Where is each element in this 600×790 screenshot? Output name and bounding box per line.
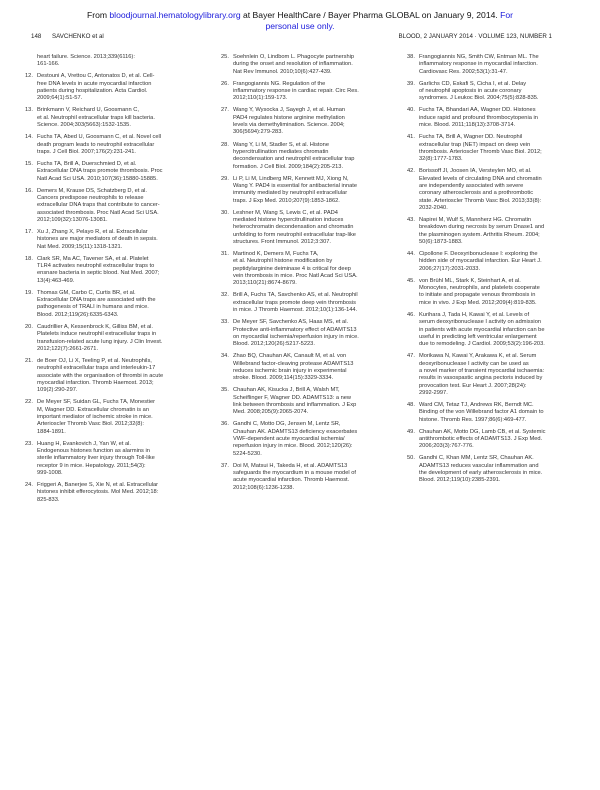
reference-item (407, 107, 567, 129)
reference-text: Martinod K, Demers M, Fuchs TA, et al. Neutrophil histone modification by peptidylarginine deiminase 4 is critical for deep vein thrombosis in mice. Proc Natl Acad Sci USA. 2013;110(21):8674-8679. (233, 251, 358, 287)
reference-number: 42. (407, 168, 415, 175)
reference-text: de Boer OJ, Li X, Teeling P, et al. Neutrophils, neutrophil extracellular traps and interleukin-17 associate with the organisation of thrombi in acute myocardial infarction. Thromb Haemost. 2013; 109(2):290-297. (37, 357, 164, 394)
reference-text: Chauhan AK, Kisucka J, Brill A, Walsh MT, Scheiflinger F, Wagner DD. ADAMTS13: a new link between thrombosis and inflammation. J Exp Med. 2008;205(9):2065-2074. (233, 387, 357, 416)
references-column-2 (221, 54, 381, 497)
reference-item (407, 429, 567, 451)
reference-item (221, 107, 381, 136)
reference-number: 33. (221, 319, 229, 326)
reference-item (407, 402, 567, 424)
reference-text: Fuchs TA, Brill A, Duerschmied D, et al. Extracellular DNA traps promote thrombosis. Proc Natl Acad Sci USA. 2010;107(36):15880-15885. (37, 160, 163, 182)
reference-number: 24. (25, 482, 33, 489)
reference-number: 39. (407, 80, 415, 87)
running-head (0, 33, 600, 45)
reference-text: Borissoff JI, Joosen IA, Versteylen MO, et al. Elevated levels of circulating DNA and chromatin are independently associated with severe coronary atherosclerosis and a prothrombotic state. Arterioscler Thromb Vasc Biol. 2013;33(8): 2032-2040. (419, 168, 542, 211)
reference-number: 29. (221, 175, 229, 182)
reference-number: 19. (25, 289, 33, 296)
reference-item (25, 256, 185, 285)
reference-number: 22. (25, 399, 33, 406)
reference-text: De Meyer SF, Suidan GL, Fuchs TA, Monestier M, Wagner DD. Extracellular chromatin is an important mediator of ischemic stroke in mice. Arterioscler Thromb Vasc Biol. 2012;32(8): 1884-1891. (37, 399, 156, 435)
reference-item (221, 463, 381, 492)
references-column-1 (25, 54, 185, 509)
page-number: 148 (31, 33, 42, 40)
reference-number: 43. (407, 216, 415, 223)
reference-item (221, 292, 381, 314)
reference-text: Leshner M, Wang S, Lewis C, et al. PAD4 mediated histone hypercitrullination induces heterochromatin decondensation and chromatin unfolding to form neutrophil extracellular trap-like structures. Front Immunol. 2012;3:307. (233, 209, 356, 245)
reference-item (407, 217, 567, 246)
reference-number: 20. (25, 323, 33, 330)
reference-number: 34. (221, 353, 229, 360)
reference-item (221, 81, 381, 103)
reference-number: 47. (407, 353, 415, 360)
reference-text: Gandhi C, Motto DG, Jensen M, Lentz SR, Chauhan AK. ADAMTS13 deficiency exacerbates VWF-dependent acute myocardial ischemia/ reperfusion injury in mice. Blood. 2012;120(26): 5224-5230. (233, 421, 358, 457)
reference-number: 16. (25, 187, 33, 194)
references-column-3 (407, 54, 567, 489)
reference-text: Fuchs TA, Bhandari AA, Wagner DD. Histones induce rapid and profound thrombocytopenia in mice. Blood. 2011;118(13):3708-3714. (419, 107, 538, 129)
running-head-journal: BLOOD, 2 JANUARY 2014 · VOLUME 123, NUMBER 1 (398, 33, 552, 40)
reference-number: 23. (25, 440, 33, 447)
personal-use-link[interactable]: For personal use only. (265, 10, 514, 31)
download-notice-prefix: From (86, 10, 110, 20)
reference-text: Gandhi C, Khan MM, Lentz SR, Chauhan AK. ADAMTS13 reduces vascular inflammation and the development of early atherosclerosis in mice. Blood. 2012;119(10):2385-2391. (419, 455, 543, 484)
reference-item (221, 142, 381, 171)
reference-item (221, 353, 381, 382)
reference-number: 28. (221, 141, 229, 148)
reference-number: 40. (407, 107, 415, 114)
reference-item (407, 168, 567, 212)
download-notice (0, 0, 600, 32)
reference-item (221, 176, 381, 205)
reference-number: 14. (25, 134, 33, 141)
reference-number: 32. (221, 292, 229, 299)
reference-text: Fuchs TA, Abed U, Goosmann C, et al. Novel cell death program leads to neutrophil extracellular traps. J Cell Biol. 2007;176(2):231-241. (37, 134, 162, 155)
reference-text: Wang Y, Li M, Stadler S, et al. Histone hypercitrullination mediates chromatin decondensation and neutrophil extracellular trap formation. J Cell Biol. 2009;184(2):205-213. (233, 141, 355, 170)
reference-number: 26. (221, 80, 229, 87)
reference-item (25, 399, 185, 436)
reference-number: 18. (25, 255, 33, 262)
reference-number: 35. (221, 387, 229, 394)
reference-text: Caudrillier A, Kessenbrock K, Gilliss BM, et al. Platelets induce neutrophil extracellular traps in transfusion-related acute lung injury. J Clin Invest. 2012;122(7):2661-2671. (37, 323, 163, 352)
reference-item (25, 134, 185, 156)
reference-text: Huang H, Evankovich J, Yan W, et al. Endogenous histones function as alarmins in sterile inflammatory liver injury through Toll-like receptor 9 in mice. Hepatology. 2011;54(3): 999-1008. (37, 440, 155, 477)
reference-text: Napirei M, Wulf S, Mannherz HG. Chromatin breakdown during necrosis by serum Dnase1 and the plasminogen system. Arthritis Rheum. 2004; 50(6):1873-1883. (419, 216, 545, 245)
reference-number: 37. (221, 462, 229, 469)
reference-text: Li P, Li M, Lindberg MR, Kennett MJ, Xiong N, Wang Y. PAD4 is essential for antibacterial innate immunity mediated by neutrophil extracellular traps. J Exp Med. 2010;207(9):1853-1862. (233, 175, 358, 204)
reference-text: Morikawa N, Kawai Y, Arakawa K, et al. Serum deoxyribonuclease I activity can be used as a novel marker of transient myocardial ischaemia: results in vasospastic angina pectoris induced by provocation test. Eur Heart J. 2007;28(24): 2992-2997. (419, 353, 545, 396)
reference-number: 41. (407, 134, 415, 141)
reference-item (407, 455, 567, 484)
reference-number: 46. (407, 311, 415, 318)
reference-text: Frangogiannis NG. Regulation of the inflammatory response in cardiac repair. Circ Res. 2012;110(1):159-173. (233, 80, 359, 102)
reference-text: von Brühl ML, Stark K, Steinhart A, et al. Monocytes, neutrophils, and platelets cooperate to initiate and propagate venous thrombosis in mice in vivo. J Exp Med. 2012;209(4):819-835. (419, 277, 540, 306)
reference-number: 25. (221, 54, 229, 60)
reference-item (407, 54, 567, 76)
reference-item (221, 319, 381, 348)
reference-item (25, 324, 185, 353)
reference-text: Fuchs TA, Brill A, Wagner DD. Neutrophil extracellular trap (NET) impact on deep vein thrombosis. Arterioscler Thromb Vasc Biol. 2012; 32(8):1777-1783. (419, 134, 542, 163)
reference-text: Chauhan AK, Motto DG, Lamb CB, et al. Systemic antithrombotic effects of ADAMTS13. J Exp Med. 2006;203(3):767-776. (419, 428, 546, 450)
reference-number: 12. (25, 73, 33, 80)
reference-text: Clark SR, Ma AC, Tavener SA, et al. Platelet TLR4 activates neutrophil extracellular traps to ensnare bacteria in septic blood. Nat Med. 2007; 13(4):463-469. (37, 255, 160, 284)
reference-text: Friggeri A, Banerjee S, Xie N, et al. Extracellular histones inhibit efferocytosis. Mol Med. 2012;18: 825-833. (37, 482, 159, 503)
reference-item (221, 421, 381, 458)
reference-item (221, 387, 381, 416)
reference-number: 45. (407, 277, 415, 284)
reference-item (25, 441, 185, 478)
reference-text: Brinkmann V, Reichard U, Goosmann C, et al. Neutrophil extracellular traps kill bacteria. Science. 2004;303(5663):1532-1535. (37, 107, 155, 129)
download-notice-middle: at Bayer HealthCare / Bayer Pharma GLOBAL on January 9, 2014. (240, 10, 501, 20)
reference-item (25, 107, 185, 129)
reference-item (25, 73, 185, 102)
reference-text: Zhao BQ, Chauhan AK, Canault M, et al. von Willebrand factor-cleaving protease ADAMTS13 reduces ischemic brain injury in experimental stroke. Blood. 2009;114(15):3329-3334. (233, 353, 354, 382)
reference-text: Frangogiannis NG, Smith CW, Entman ML. The inflammatory response in myocardial infarction. Cardiovasc Res. 2002;53(1):31-47. (419, 54, 539, 75)
reference-number: 36. (221, 421, 229, 428)
reference-text: Xu J, Zhang X, Pelayo R, et al. Extracellular histones are major mediators of death in sepsis. Nat Med. 2009;15(11):1318-1321. (37, 229, 158, 250)
reference-item (221, 54, 381, 76)
reference-text: Ward CM, Tetaz TJ, Andrews RK, Berndt MC. Binding of the von Willebrand factor A1 domain to histone. Thromb Res. 1997;86(6):469-477. (419, 401, 544, 423)
reference-item (25, 54, 185, 69)
reference-item (25, 290, 185, 319)
reference-item (221, 210, 381, 247)
reference-text: De Meyer SF, Savchenko AS, Haas MS, et al. Protective anti-inflammatory effect of ADAMTS13 on myocardial ischemia/reperfusion injury in mice. Blood. 2012;120(26):5217-5223. (233, 319, 359, 348)
reference-item (25, 188, 185, 225)
reference-item (407, 81, 567, 103)
reference-item (25, 358, 185, 395)
reference-text: Kurihara J, Tada H, Kawai Y, et al. Levels of serum deoxyribonuclease I activity on admission in patients with acute myocardial infarction can be useful in predicting left ventricular enlargement due to remodeling. J Cardiol. 2009;53(2):196-203. (419, 311, 545, 348)
reference-text: Garlichs CD, Eskafi S, Cicha I, et al. Delay of neutrophil apoptosis in acute coronary syndromes. J Leukoc Biol. 2004;75(5):828-835. (419, 80, 539, 102)
reference-number: 17. (25, 229, 33, 235)
reference-item (407, 312, 567, 349)
reference-item (25, 161, 185, 183)
reference-number: 44. (407, 251, 415, 258)
running-head-author: SAVCHENKO et al (52, 33, 104, 40)
reference-number: 21. (25, 357, 33, 364)
journal-site-link[interactable]: bloodjournal.hematologylibrary.org (109, 10, 241, 20)
reference-item (25, 229, 185, 251)
reference-item (407, 251, 567, 273)
reference-number: 31. (221, 251, 229, 258)
reference-number: 30. (221, 209, 229, 216)
reference-text: Cipollone F. Deoxyribonuclease I: exploring the hidden side of myocardial infarction. Eur Heart J. 2006;27(17):2031-2033. (419, 251, 542, 272)
reference-number: 49. (407, 428, 415, 435)
reference-number: 38. (407, 54, 415, 60)
reference-text: Doi M, Matsui H, Takeda H, et al. ADAMTS13 safeguards the myocardium in a mouse model of acute myocardial infarction. Thromb Haemost. 2012;108(6):1236-1238. (233, 462, 356, 491)
reference-text: Wang Y, Wysocka J, Sayegh J, et al. Human PAD4 regulates histone arginine methylation levels via demethylimination. Science. 2004; 306(5694):279-283. (233, 107, 346, 136)
reference-item (407, 278, 567, 307)
reference-text: Soehnlein O, Lindbom L. Phagocyte partnership during the onset and resolution of inflammation. Nat Rev Immunol. 2010;10(6):427-439. (233, 54, 355, 75)
reference-text: Brill A, Fuchs TA, Savchenko AS, et al. Neutrophil extracellular traps promote deep vein thrombosis in mice. J Thromb Haemost. 2012;10(1):136-144. (233, 292, 358, 314)
reference-text: heart failure. Science. 2013;339(6116): 161-166. (37, 54, 135, 68)
reference-text: Destouni A, Vrettou C, Antonatos D, et al. Cell- free DNA levels in acute myocardial infarction patients during hospitalization. Acta Cardiol. 2009;64(1):51-57. (37, 73, 155, 102)
reference-number: 50. (407, 455, 415, 462)
reference-number: 13. (25, 107, 33, 114)
reference-item (407, 353, 567, 397)
reference-number: 48. (407, 401, 415, 408)
reference-item (221, 251, 381, 288)
reference-number: 15. (25, 160, 33, 167)
reference-number: 27. (221, 107, 229, 114)
reference-text: Demers M, Krause DS, Schatzberg D, et al. Cancers predispose neutrophils to release extracellular DNA traps that contribute to cancer- associated thrombosis. Proc Natl Acad Sci USA. 2012;109(32):13076-13081. (37, 187, 160, 223)
reference-text: Thomas GM, Carbo C, Curtis BR, et al. Extracellular DNA traps are associated with the pathogenesis of TRALI in humans and mice. Blood. 2012;119(26):6335-6343. (37, 289, 156, 318)
reference-item (25, 482, 185, 504)
reference-item (407, 134, 567, 163)
